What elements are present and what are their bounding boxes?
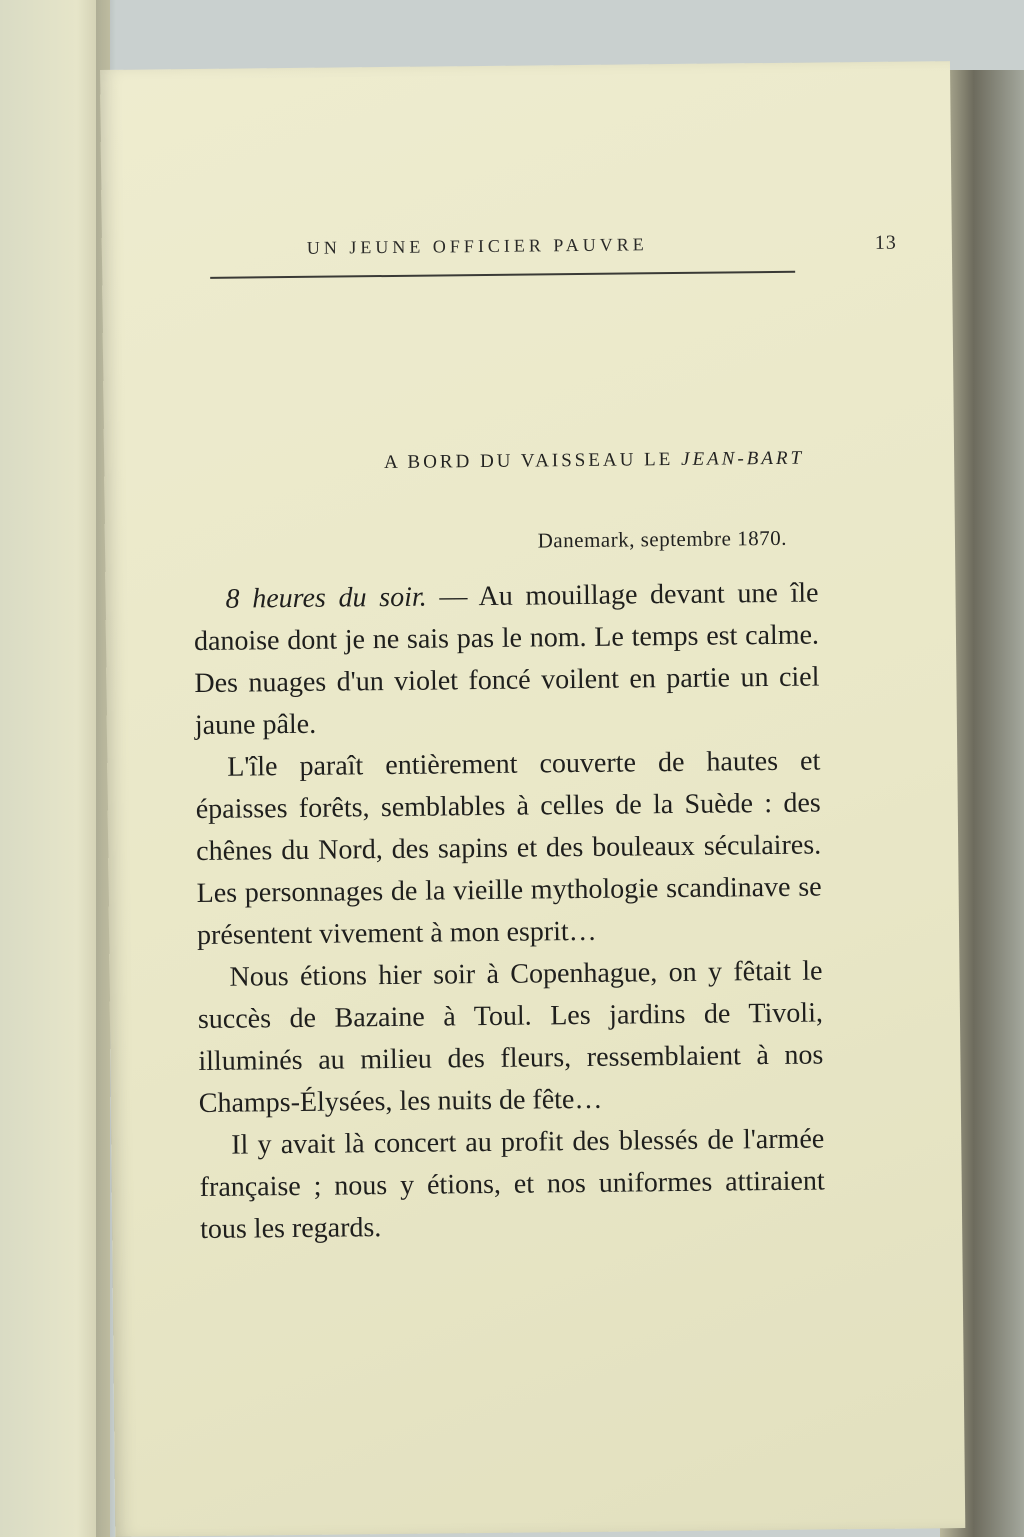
- time-marker: 8 heures du soir.: [225, 581, 427, 615]
- paragraph-3: Nous étions hier soir à Copenhague, on y fêtait le succès de Bazaine à Toul. Les jardins de Tivoli, illuminés au milieu des fleurs, ressemblaient à nos Champs-Élysées, les nuits de fête…: [197, 955, 824, 1120]
- dateline: Danemark, septembre 1870.: [537, 525, 788, 553]
- paragraph-4: Il y avait là concert au profit des blessés de l'armée française ; nous y étions, et nos uniformes attiraient tous les regards.: [199, 1123, 825, 1246]
- heading-prefix: A BORD DU VAISSEAU LE: [383, 449, 674, 474]
- running-head: [307, 232, 897, 259]
- ship-name: JEAN-BART: [680, 447, 805, 470]
- paragraph-1-text: — Au mouillage devant une île danoise dont je ne sais pas le nom. Le temps est calme. Des nuages d'un violet foncé voilent en partie un ciel jaune pâle.: [193, 577, 820, 742]
- page-number: 13: [874, 231, 897, 254]
- paragraph-1: [193, 573, 820, 748]
- paragraph-2: L'île paraît entièrement couverte de hautes et épaisses forêts, semblables à celles de la Suède : des chênes du Nord, des sapins et des bouleaux séculaires. Les personnages de la vieille mythologie scandinave se présentent vivement à mon esprit…: [195, 745, 822, 952]
- section-heading: [324, 448, 804, 475]
- running-title: UN JEUNE OFFICIER PAUVRE: [306, 234, 648, 258]
- book-page: [100, 61, 965, 1537]
- body-text: [193, 573, 825, 1252]
- facing-page-edge: [0, 0, 110, 1537]
- header-rule: [210, 271, 795, 279]
